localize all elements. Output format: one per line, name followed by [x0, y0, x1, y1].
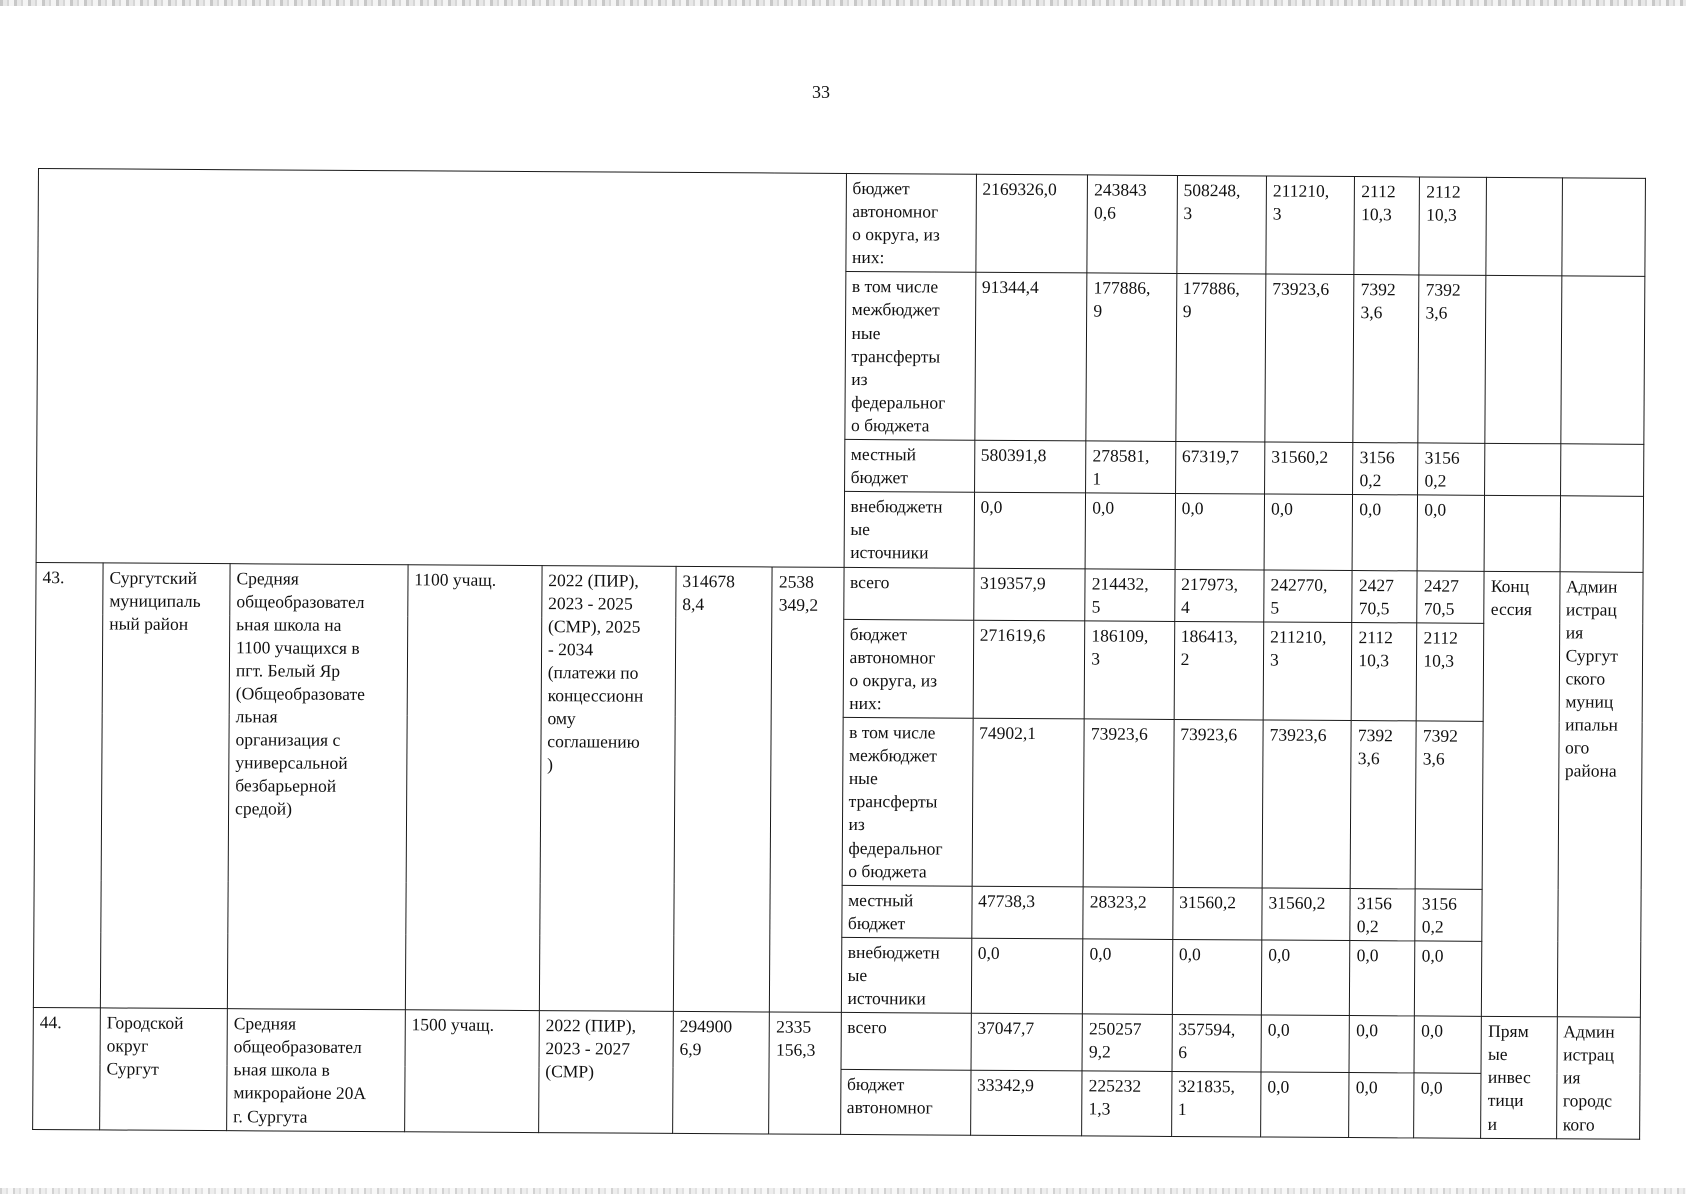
amount-value: 2427 70,5: [1358, 574, 1394, 618]
amount-value: 0,0: [1356, 944, 1379, 966]
amount-value: 177886, 9: [1093, 277, 1151, 321]
municipality-name-cell: [100, 1008, 228, 1130]
funding-source-cell: [844, 492, 974, 568]
amount-value-cell: [974, 440, 1086, 493]
amount-value-cell: [1417, 623, 1485, 722]
funding-source-cell: [845, 173, 976, 272]
row-number-cell: [33, 1008, 101, 1130]
funding-source: всего: [847, 1017, 887, 1038]
amount-value-cell: [1417, 495, 1484, 571]
responsible-executor-cell: [1556, 1017, 1640, 1139]
row-number: 44.: [39, 1012, 62, 1033]
funding-source-cell: [843, 619, 974, 718]
responsible-executor-cell: [1557, 571, 1643, 1017]
funding-source-cell: [844, 272, 975, 440]
amount-value: 73923,6: [1090, 723, 1148, 744]
object-name: Средняя общеобразовател ьная школа на 1100 учащихся в пгт. Белый Яр (Общеобразовате льная организация с универсальной безбарьерной средой): [235, 567, 365, 820]
funding-source: в том числе межбюджет ные трансферты из федеральног о бюджета: [848, 722, 943, 882]
amount-value: 0,0: [1089, 943, 1112, 964]
responsible-empty-cell: [1560, 276, 1644, 444]
amount-value: 0,0: [1178, 943, 1201, 965]
implementation-period-cell: [538, 1011, 673, 1133]
amount-value: 0,0: [1267, 1076, 1290, 1097]
amount-value: 28323,2: [1089, 891, 1147, 912]
amount-value: 0,0: [1181, 498, 1204, 519]
scan-top-edge: [0, 0, 1686, 6]
total-cost: 314678 8,4: [682, 570, 735, 614]
amount-value: 278581, 1: [1092, 445, 1150, 489]
amount-value-cell: [1083, 887, 1173, 940]
amount-value: 0,0: [1356, 1020, 1379, 1041]
municipality-name-cell: [100, 562, 230, 1008]
row-number-cell: [33, 562, 103, 1008]
amount-value-cell: [1172, 939, 1262, 1015]
amount-value: 0,0: [977, 942, 1000, 963]
amount-value: 2112 10,3: [1423, 627, 1458, 671]
total-cost: 294900 6,9: [679, 1016, 733, 1060]
amount-value-cell: [1349, 1072, 1414, 1137]
capacity: 1500 учащ.: [411, 1014, 495, 1035]
amount-value-cell: [970, 1070, 1082, 1136]
mechanism-empty-cell: [1485, 496, 1561, 572]
amount-value-cell: [1350, 940, 1415, 1016]
amount-value-cell: [1354, 177, 1420, 276]
amount-value-cell: [1082, 1014, 1172, 1071]
amount-value-cell: [1264, 494, 1353, 570]
amount-value-cell: [1083, 939, 1173, 1015]
amount-value: 3156 0,2: [1424, 447, 1460, 491]
amount-value-cell: [1261, 1015, 1350, 1072]
amount-value-cell: [1083, 719, 1173, 887]
amount-value-cell: [1261, 940, 1350, 1016]
amount-value-cell: [973, 568, 1085, 621]
amount-value: 211210, 3: [1270, 626, 1327, 670]
funding-source-cell: [841, 1013, 971, 1070]
amount-value-cell: [1352, 622, 1418, 721]
amount-value-cell: [1419, 177, 1487, 276]
funding-source: бюджет автономног о округа, из них:: [851, 177, 940, 268]
amount-value-cell: [1418, 443, 1485, 496]
mechanism-empty-cell: [1485, 276, 1561, 444]
amount-value: 580391,8: [980, 444, 1047, 466]
amount-value: 242770, 5: [1270, 574, 1328, 618]
implementation-period: 2022 (ПИР), 2023 - 2025 (СМР), 2025 - 2034 (платежи по концессионн ому соглашению ): [547, 569, 644, 775]
table-body: [33, 169, 1646, 1139]
responsible-executor: Админ истрац ия Сургут ского муниц ипальн ого района: [1564, 575, 1619, 781]
amount-value-cell: [1352, 570, 1417, 623]
funding-source-cell: [841, 885, 971, 938]
mechanism-empty-cell: [1486, 177, 1562, 276]
amount-value-cell: [1418, 275, 1486, 443]
remaining-cost-cell: [769, 1012, 841, 1134]
funding-source: внебюджетн ые источники: [847, 941, 940, 1009]
amount-value-cell: [971, 886, 1083, 939]
amount-value: 47738,3: [978, 890, 1036, 911]
table-row: [36, 562, 1643, 624]
amount-value-cell: [1176, 274, 1266, 442]
municipality-name: Городской округ Сургут: [106, 1012, 184, 1080]
amount-value-cell: [1084, 621, 1174, 720]
amount-value-cell: [1262, 720, 1351, 888]
amount-value: 0,0: [980, 496, 1003, 518]
implementation-mechanism-cell: [1481, 1017, 1557, 1139]
amount-value-cell: [1174, 569, 1264, 622]
amount-value-cell: [1265, 274, 1354, 442]
amount-value-cell: [1086, 441, 1176, 494]
amount-value-cell: [1172, 1015, 1262, 1072]
amount-value-cell: [1173, 720, 1263, 888]
amount-value: 31560,2: [1268, 892, 1326, 913]
amount-value: 0,0: [1268, 944, 1291, 965]
amount-value: 214432, 5: [1091, 572, 1149, 617]
amount-value: 37047,7: [977, 1017, 1035, 1039]
amount-value: 2112 10,3: [1358, 626, 1393, 671]
capacity-cell: [405, 564, 542, 1010]
table-row: [38, 169, 1646, 277]
capacity-cell: [404, 1010, 539, 1132]
amount-value-cell: [1175, 441, 1265, 494]
responsible-executor: Админ истрац ия городс кого: [1562, 1021, 1615, 1135]
amount-value-cell: [1174, 621, 1264, 720]
amount-value: 31560,2: [1179, 891, 1237, 913]
amount-value-cell: [1417, 570, 1484, 623]
funding-source-cell: [843, 567, 973, 620]
amount-value: 0,0: [1421, 1020, 1444, 1041]
implementation-mechanism-cell: [1482, 571, 1560, 1017]
amount-value: 73923,6: [1180, 724, 1238, 745]
amount-value-cell: [1171, 1071, 1261, 1137]
object-name-cell: [227, 563, 407, 1010]
investment-objects-table: [32, 168, 1646, 1139]
amount-value-cell: [1263, 622, 1352, 721]
amount-value-cell: [1087, 175, 1177, 274]
implementation-period: 2022 (ПИР), 2023 - 2027 (СМР): [545, 1015, 637, 1082]
amount-value-cell: [1265, 442, 1354, 495]
amount-value-cell: [1086, 273, 1176, 441]
amount-value: 0,0: [1424, 499, 1447, 520]
amount-value: 0,0: [1359, 499, 1382, 520]
amount-value: 73923,6: [1269, 724, 1327, 745]
funding-source-cell: [840, 1069, 970, 1135]
amount-value: 33342,9: [976, 1074, 1034, 1095]
amount-value-cell: [1082, 1071, 1172, 1137]
remaining-cost-cell: [770, 566, 844, 1012]
funding-source-cell: [844, 439, 974, 492]
amount-value: 0,0: [1355, 1076, 1378, 1097]
amount-value-cell: [1085, 568, 1175, 621]
amount-value: 243843 0,6: [1093, 179, 1147, 223]
amount-value-cell: [971, 938, 1083, 1014]
funding-source: местный бюджет: [847, 889, 914, 934]
amount-value: 321835, 1: [1177, 1075, 1236, 1119]
amount-value: 3156 0,2: [1359, 447, 1395, 491]
amount-value-cell: [1414, 1073, 1481, 1138]
object-name: Средняя общеобразовател ьная школа в микрорайоне 20А г. Сургута: [233, 1013, 367, 1127]
amount-value: 0,0: [1421, 945, 1444, 966]
funding-source-cell: [841, 937, 971, 1013]
amount-value: 67319,7: [1181, 446, 1239, 467]
amount-value: 217973, 4: [1180, 573, 1239, 617]
implementation-mechanism: Конц ессия: [1490, 575, 1532, 619]
amount-value-cell: [975, 174, 1087, 273]
amount-value: 7392 3,6: [1357, 725, 1394, 769]
amount-value-cell: [1261, 1072, 1350, 1138]
remaining-cost: 2335 156,3: [775, 1016, 816, 1061]
amount-value: 508248, 3: [1183, 179, 1241, 224]
amount-value-cell: [1264, 569, 1353, 622]
municipality-name: Сургутский муниципаль ный район: [109, 566, 201, 634]
amount-value-cell: [1262, 888, 1351, 941]
total-cost-cell: [673, 566, 772, 1012]
amount-value: 250257 9,2: [1088, 1018, 1142, 1062]
amount-value-cell: [1353, 275, 1419, 443]
amount-value: 3156 0,2: [1421, 893, 1458, 937]
responsible-empty-cell: [1560, 496, 1644, 572]
amount-value: 357594, 6: [1178, 1019, 1236, 1063]
funding-source: внебюджетн ые источники: [850, 496, 943, 563]
table-row: [33, 1008, 1640, 1074]
amount-value: 3156 0,2: [1356, 892, 1393, 937]
amount-value: 319357,9: [980, 572, 1046, 593]
amount-value-cell: [974, 492, 1086, 568]
amount-value: 0,0: [1270, 498, 1293, 519]
amount-value-cell: [971, 1013, 1083, 1070]
implementation-mechanism: Прям ые инвес тици и: [1487, 1021, 1531, 1134]
amount-value-cell: [1177, 175, 1267, 274]
mechanism-empty-cell: [1485, 443, 1560, 496]
amount-value-cell: [1351, 721, 1417, 889]
amount-value-cell: [1350, 888, 1415, 941]
amount-value-cell: [972, 718, 1085, 886]
amount-value: 2169326,0: [982, 178, 1057, 200]
amount-value: 2112 10,3: [1426, 181, 1461, 225]
responsible-empty-cell: [1561, 178, 1645, 277]
amount-value: 91344,4: [981, 277, 1039, 298]
amount-value: 73923,6: [1272, 278, 1330, 300]
amount-value: 186413, 2: [1180, 625, 1238, 669]
row-number: 43.: [42, 566, 65, 587]
implementation-period-cell: [539, 565, 676, 1011]
amount-value: 2427 70,5: [1423, 574, 1459, 619]
amount-value-cell: [1415, 889, 1482, 942]
amount-value-cell: [1266, 176, 1355, 275]
amount-value: 0,0: [1267, 1019, 1290, 1040]
amount-value: 74902,1: [979, 722, 1037, 744]
page-number: 33: [812, 82, 830, 102]
amount-value: 31560,2: [1271, 446, 1329, 467]
amount-value-cell: [1352, 495, 1417, 571]
amount-value-cell: [1353, 443, 1418, 496]
responsible-empty-cell: [1560, 444, 1644, 497]
amount-value-cell: [1416, 721, 1484, 889]
funding-source: бюджет автономног о округа, из них:: [849, 623, 938, 714]
amount-value-cell: [973, 620, 1085, 719]
amount-value: 271619,6: [979, 624, 1046, 645]
amount-value-cell: [1175, 494, 1265, 570]
remaining-cost: 2538 349,2: [778, 571, 819, 615]
funding-source: в том числе межбюджет ные трансферты из федеральног о бюджета: [850, 276, 946, 436]
funding-source: бюджет автономног: [846, 1073, 933, 1118]
total-cost-cell: [673, 1012, 770, 1134]
amount-value: 186109, 3: [1091, 625, 1149, 669]
amount-value: 225232 1,3: [1088, 1075, 1142, 1119]
funding-source: всего: [849, 571, 890, 592]
funding-source-cell: [842, 717, 973, 885]
amount-value-cell: [1349, 1016, 1414, 1073]
amount-value: 211210, 3: [1272, 180, 1330, 224]
capacity: 1100 учащ.: [414, 568, 497, 590]
amount-value-cell: [1172, 887, 1262, 940]
object-name-cell: [227, 1009, 405, 1132]
amount-value: 0,0: [1092, 497, 1115, 518]
continuation-blank-cell: [36, 169, 846, 567]
amount-value: 7392 3,6: [1425, 279, 1461, 324]
amount-value-cell: [1085, 493, 1175, 569]
amount-value: 7392 3,6: [1422, 725, 1459, 769]
amount-value: 177886, 9: [1182, 278, 1240, 322]
funding-source: местный бюджет: [850, 444, 917, 488]
amount-value-cell: [1414, 1016, 1481, 1073]
amount-value-cell: [974, 273, 1087, 441]
amount-value-cell: [1415, 941, 1482, 1017]
amount-value: 2112 10,3: [1361, 181, 1396, 225]
amount-value: 7392 3,6: [1360, 279, 1396, 323]
scan-bottom-edge: [0, 1188, 1686, 1194]
amount-value: 0,0: [1420, 1077, 1443, 1098]
